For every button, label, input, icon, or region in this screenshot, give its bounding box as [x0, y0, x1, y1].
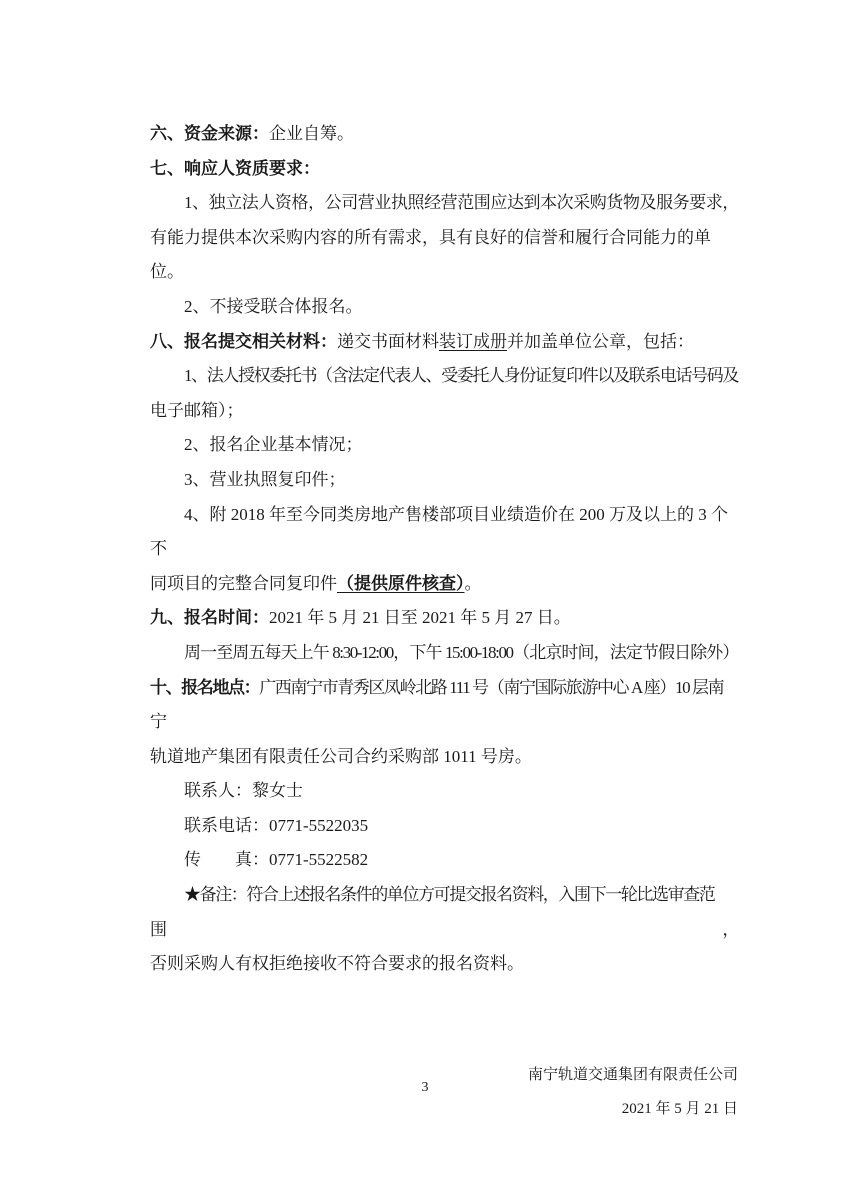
section-10-heading — [150, 671, 738, 740]
section-8-heading — [150, 325, 738, 360]
section-8-label: 八、报名提交相关材料： — [150, 331, 337, 351]
signature-company: 南宁轨道交通集团有限责任公司 — [527, 1066, 738, 1083]
section-6-label: 六、资金来源： — [150, 124, 269, 143]
contact-person-label: 联系人： — [184, 781, 252, 801]
materials-item-1-line-1: 1、法人授权委托书（含法定代表人、受委托人身份证复印件以及联系电话号码及 — [184, 366, 738, 386]
contact-person-name: 黎女士 — [252, 781, 303, 801]
qualification-item-1-line-2: 有能力提供本次采购内容的所有需求，具有良好的信誉和履行合同能力的单位。 — [150, 227, 711, 282]
registration-hours: 周一至周五每天上午 8:30-12:00，下午 15:00-18:00（北京时间，法定节假日除外） — [184, 642, 738, 662]
section-9-heading — [150, 601, 738, 636]
section-7-heading — [150, 152, 738, 187]
qualification-item-2: 2、不接受联合体报名。 — [184, 296, 363, 316]
contact-fax-label: 传 真： — [184, 850, 269, 870]
contact-phone-row — [150, 809, 738, 844]
signature-date: 2021 年 5 月 21 日 — [621, 1101, 738, 1118]
section-10-label: 十、报名地点： — [150, 677, 260, 697]
materials-item-4-post: 。 — [464, 573, 482, 593]
registration-address-line-1: 广西南宁市青秀区凤岭北路 111 号（南宁国际旅游中心 A 座）10 层南宁 — [150, 677, 724, 732]
qualification-item-1-line-1: 1、独立法人资格，公司营业执照经营范围应达到本次采购货物及服务要求， — [184, 193, 738, 213]
materials-item-4-pre: 同项目的完整合同复印件 — [150, 573, 337, 593]
materials-item-1-line-2: 电子邮箱）； — [150, 400, 244, 420]
materials-item-3: 3、营业执照复印件； — [184, 469, 346, 489]
document-body — [150, 117, 738, 1127]
materials-intro-post: 并加盖单位公章，包括： — [507, 331, 694, 351]
contact-phone-number: 0771-5522035 — [269, 815, 369, 835]
contact-fax-row — [150, 843, 738, 878]
materials-item-2: 2、报名企业基本情况； — [184, 435, 363, 455]
materials-item-4-line-2 — [150, 567, 738, 602]
page-number: 3 — [421, 1080, 429, 1095]
remark-line-1: ★备注：符合上述报名条件的单位方可提交报名资料，入围下一轮比选审查范围， — [150, 885, 738, 939]
original-verification-note: （提供原件核查） — [337, 573, 465, 593]
registration-period-text: 2021 年 5 月 21 日至 2021 年 5 月 27 日。 — [269, 608, 571, 628]
remark-line-2: 否则采购人有权拒绝接收不符合要求的报名资料。 — [150, 954, 524, 974]
contact-fax-number: 0771-5522582 — [269, 850, 369, 870]
section-7-label: 七、响应人资质要求： — [150, 158, 320, 178]
contact-phone-label: 联系电话： — [184, 815, 269, 835]
registration-address-line-2: 轨道地产集团有限责任公司合约采购部 1011 号房。 — [150, 746, 532, 766]
contact-person-row — [150, 774, 738, 809]
materials-item-4-line-1: 4、附 2018 年至今同类房地产售楼部项目业绩造价在 200 万及以上的 3 个不 — [150, 504, 728, 559]
signature-gap — [150, 982, 738, 1058]
funding-source-text: 企业自筹。 — [269, 124, 354, 143]
section-9-label: 九、报名时间： — [150, 608, 269, 628]
materials-intro-pre: 递交书面材料 — [337, 331, 439, 351]
materials-intro-underlined: 装订成册 — [439, 331, 507, 351]
section-6-heading — [150, 117, 738, 152]
